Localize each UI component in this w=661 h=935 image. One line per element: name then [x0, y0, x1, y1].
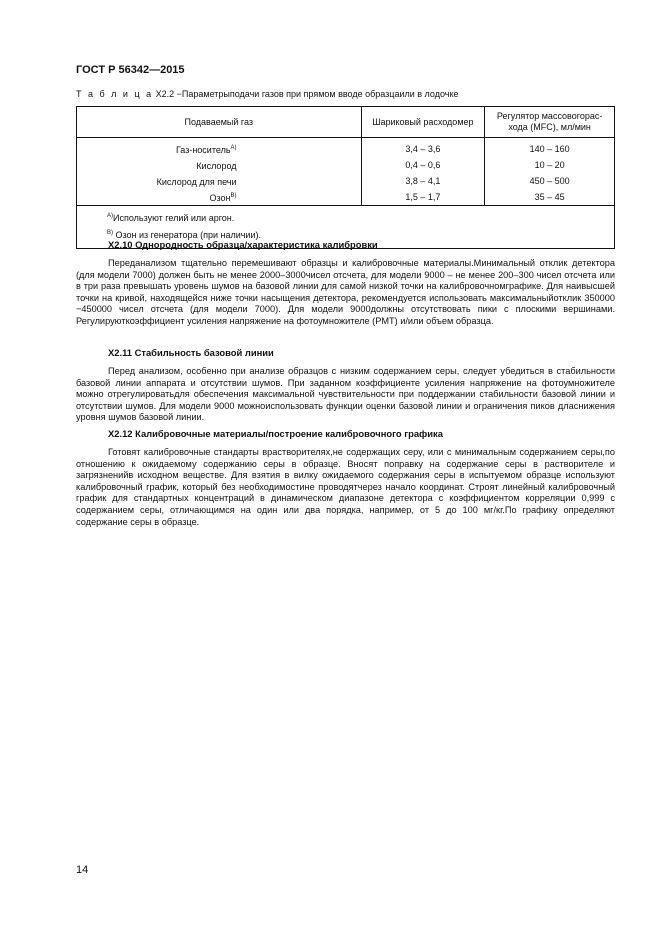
header-mfc: Регулятор массовогорас-хода (MFC), мл/мин [485, 107, 615, 138]
section-paragraph: Переданализом тщательно перемешивают образцы и калибровочные материалы.Минимальный отклик детектора (для модели 7000) должен быть не менее 2000–3000чисел отсчета, для модели 9000 – не менее 200–300 чисел отсчета или в три раза превышать уровень шумов на базовой линии для самой низкой точки на калибровочномграфике. Для наивысшей точки на кривой, находящейся ниже точки насыщения детектора, рекомендуется использовать максимальныйотклик 350000 −450000 чисел отсчета (для модели 7000). Для модели 9000должны отсутствовать пики с плоскими вершинами. Регулируюткоэффициент усиления напряжение на фотоумножителе (PMT) и/или объем образца. [76, 258, 615, 326]
cell-gas: Кислород [77, 157, 362, 173]
table-caption [76, 89, 459, 99]
section-paragraph: Перед анализом, особенно при анализе образцов с низким содержанием серы, следует убедиться в стабильности базовой линии аппарата и отсутствии шумов. При заданном коэффициенте усиления напряжение на фотоумножителе можно отрегулироватьдля обеспечения максимальной чувствительности при поддержании стабильности базовой линии и отсутствии шумов. Для модели 9000 можноиспользовать функции оценки базовой линии и ограничения пиков дласнижения уровня шумов базовой линии. [76, 366, 615, 423]
gas-parameters-table [76, 106, 615, 249]
cell-mfc: 10 – 20 [485, 157, 615, 173]
cell-flow: 1,5 – 1,7 [361, 189, 485, 206]
table-note: $^{B)}$ Озон из генератора (при наличии). [107, 230, 261, 240]
cell-flow: 3,8 – 4,1 [361, 173, 485, 189]
table-row [77, 138, 615, 158]
cell-mfc: 35 – 45 [485, 189, 615, 206]
cell-flow: 0,4 – 0,6 [361, 157, 485, 173]
page-number: 14 [76, 864, 89, 876]
table-row [77, 173, 615, 189]
header-gas: Подаваемый газ [77, 107, 362, 138]
cell-mfc: 140 – 160 [485, 138, 615, 158]
table-row [77, 157, 615, 173]
table-caption-label: Т а б л и ц а [76, 89, 154, 99]
cell-gas: Кислород для печи [77, 173, 362, 189]
cell-flow: 3,4 – 3,6 [361, 138, 485, 158]
cell-gas: Газ-носитель$^{A)}$ [77, 138, 362, 158]
table-row [77, 189, 615, 206]
document-header: ГОСТ Р 56342—2015 [76, 64, 185, 76]
table-caption-text: X2.2 −Параметрыподачи газов при прямом вводе образцаили в лодочке [155, 89, 459, 99]
section-heading: X2.12 Калибровочные материалы/построение калибровочного графика [108, 428, 443, 439]
footnote-mark: B) [230, 193, 237, 199]
table-note: $^{A)}$Используют гелий или аргон. [107, 213, 235, 223]
cell-gas: Озон$^{B)}$ [77, 189, 362, 206]
cell-mfc: 450 – 500 [485, 173, 615, 189]
section-paragraph: Готовят калибровочные стандарты врастворителях,не содержащих серу, или с минимальным содержанием серы,по отношению к ожидаемому содержанию серы в образце. Вносят поправку на содержание серы в растворителе и загрязненийв исходном веществе. Для взятия в вилку ожидаемого содержания серы в испытуемом образце используют калибровочный график, который без необходимостине проводятчерез начало координат. Строят линейный калибровочный график для стандартных концентраций в динамическом диапазоне детектора с коэффициентом корреляции 0,999 с содержанием серы, отличающимся на один или два порядка, например, от 5 до 100 мг/кг.По графику определяют содержание серы в образце. [76, 447, 615, 527]
header-ball-flowmeter: Шариковый расходомер [361, 107, 485, 138]
footnote-mark: A) [230, 145, 237, 151]
section-heading: X2.11 Стабильность базовой линии [108, 347, 274, 358]
table-header-row [77, 107, 615, 138]
section-heading: X2.10 Однородность образца/характеристика калибровки [108, 239, 378, 250]
